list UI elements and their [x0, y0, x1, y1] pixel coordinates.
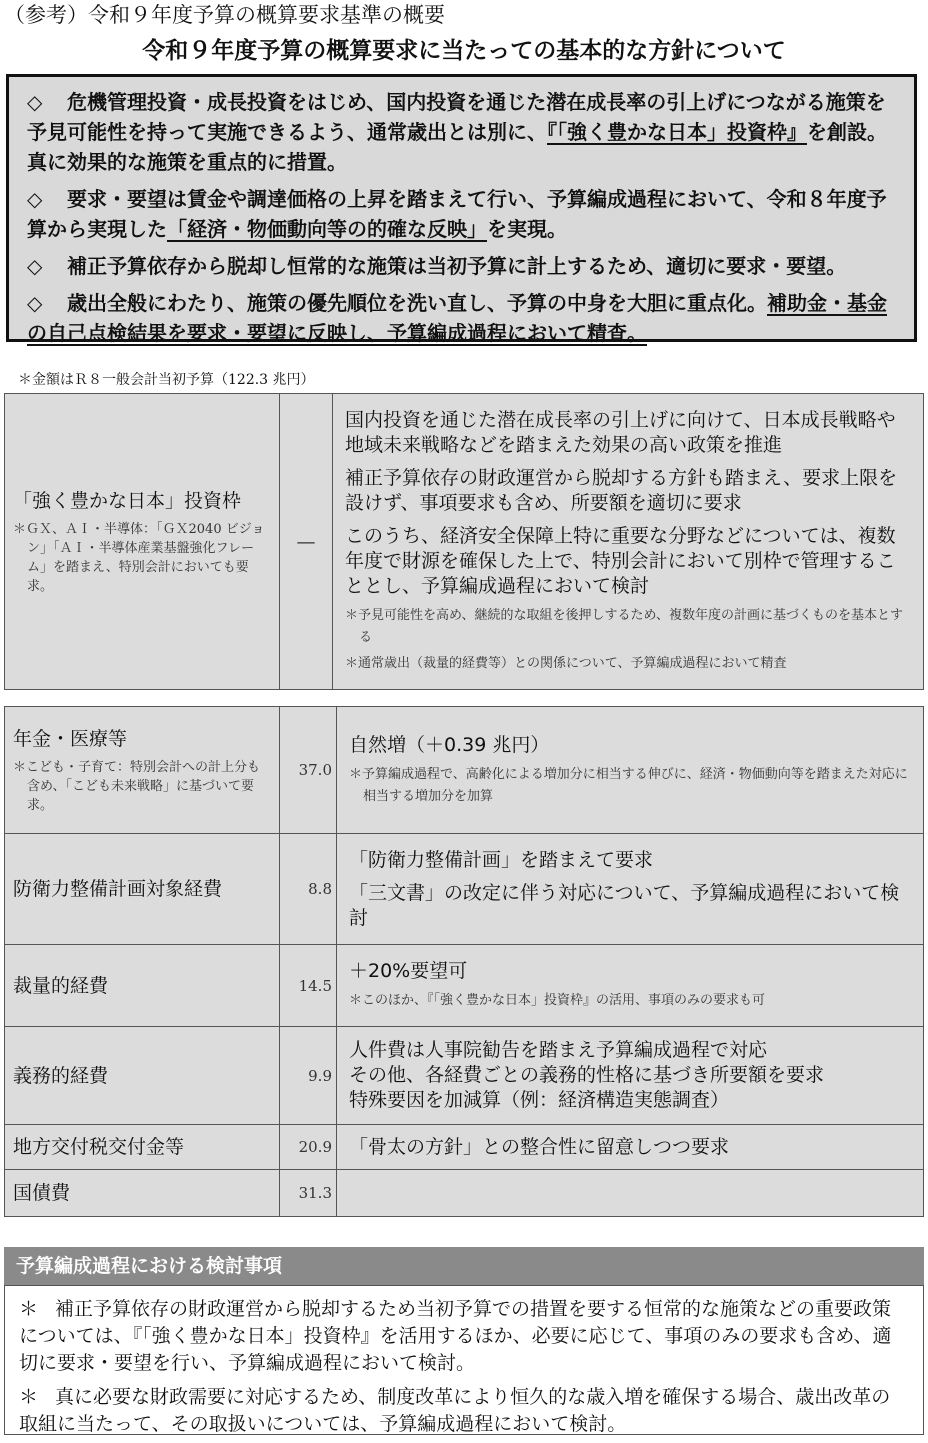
detail-paragraph: 補正予算依存の財政運営から脱却する方針も踏まえ、要求上限を設けず、事項要求も含め、所要額を適切に要求	[345, 467, 898, 514]
row-detail-cell	[337, 1170, 924, 1217]
diamond-bullet-icon: ◇	[27, 187, 43, 211]
row-name: 防衛力整備計画対象経費	[13, 878, 223, 900]
row-note: ＊ＧＸ、ＡＩ・半導体：「ＧＸ2040 ビジョン」「ＡＩ・半導体産業基盤強化フレーム」を踏まえ、特別会計においても要求。	[13, 521, 265, 594]
row-detail-cell	[337, 1027, 924, 1125]
table-row	[5, 394, 924, 690]
row-amount: 8.8	[280, 834, 337, 945]
principle-item: ◇ 要求・要望は賃金や調達価格の上昇を踏まえて行い、予算編成過程において、令和８年度予算から実現した「経済・物価動向等の的確な反映」を実現。	[27, 184, 896, 244]
detail-paragraph: このうち、経済安全保障上特に重要な分野などについては、複数年度で財源を確保した上で、特別会計において別枠で管理することとし、予算編成過程において検討	[345, 525, 896, 597]
detail-line: 特殊要因を加減算（例：経済構造実態調査）	[349, 1089, 730, 1111]
detail-line: 自然増（＋0.39 兆円）	[349, 733, 550, 756]
review-section-title: 予算編成過程における検討事項	[4, 1247, 924, 1285]
row-detail-cell	[337, 1125, 924, 1170]
basic-principles-box	[6, 74, 917, 345]
review-item: ＊ 補正予算依存の財政運営から脱却するため当初予算での措置を要する恒常的な施策などの重要政策については、『「強く豊かな日本」投資枠』を活用するほか、必要に応じて、事項のみの要求も含め、適切に要求・要望を行い、予算編成過程において検討。	[19, 1298, 892, 1374]
row-label-cell	[5, 394, 280, 690]
row-label-cell	[5, 1027, 280, 1125]
row-detail-cell	[337, 834, 924, 945]
row-amount: 37.0	[280, 707, 337, 834]
detail-footnote: ＊予算編成過程で、高齢化による増加分に相当する伸びに、経済・物価動向等を踏まえた対応に相当する増加分を加算	[349, 766, 908, 804]
detail-footnote: ＊予見可能性を高め、継続的な取組を後押しするため、複数年度の計画に基づくものを基本とする	[345, 608, 903, 645]
row-label-cell	[5, 834, 280, 945]
asterisk-bullet-icon: ＊	[19, 1298, 39, 1320]
detail-line: 「防衛力整備計画」を踏まえて要求	[349, 848, 654, 871]
row-name: 義務的経費	[13, 1064, 109, 1087]
diamond-bullet-icon: ◇	[27, 90, 43, 114]
principle-item: ◇ 危機管理投資・成長投資をはじめ、国内投資を通じた潜在成長率の引上げにつながる施策を予見可能性を持って実施できるよう、通常歳出とは別に、『「強く豊かな日本」投資枠』を創設。真に効果的な施策を重点的に措置。	[27, 87, 896, 177]
row-label-cell	[5, 1125, 280, 1170]
row-detail-cell	[337, 707, 924, 834]
asterisk-bullet-icon: ＊	[19, 1386, 39, 1408]
diamond-bullet-icon: ◇	[27, 254, 43, 278]
row-label-cell	[5, 707, 280, 834]
detail-footnote: ＊このほか、『「強く豊かな日本」投資枠』の活用、事項のみの要求も可	[349, 993, 766, 1008]
row-name: 「強く豊かな日本」投資枠	[13, 489, 242, 512]
table-row	[5, 1125, 924, 1170]
diamond-bullet-icon: ◇	[27, 291, 43, 315]
row-amount: 9.9	[280, 1027, 337, 1125]
document-caption: （参考）令和９年度予算の概算要求基準の概要	[4, 3, 445, 27]
table-row	[5, 1170, 924, 1217]
review-item: ＊ 真に必要な財政需要に対応するため、制度改革により恒久的な歳入増を確保する場合、歳出改革の取組に当たって、その取扱いについては、予算編成過程において検討。	[19, 1386, 891, 1435]
table-row	[5, 1027, 924, 1125]
row-note: ＊こども・子育て：特別会計への計上分も含め、「こども未来戦略」に基づいて要求。	[13, 759, 261, 813]
amount-basis-note: ＊金額はＲ８一般会計当初予算（122.3 兆円）	[18, 372, 315, 388]
review-items-box	[4, 1285, 924, 1435]
row-detail-cell	[337, 945, 924, 1027]
row-amount: —	[280, 394, 333, 690]
row-name: 地方交付税交付金等	[13, 1136, 185, 1158]
detail-line: その他、各経費ごとの義務的性格に基づき所要額を要求	[349, 1064, 825, 1086]
row-amount: 14.5	[280, 945, 337, 1027]
detail-line: 人件費は人事院勧告を踏まえ予算編成過程で対応	[349, 1039, 768, 1061]
row-amount: 20.9	[280, 1125, 337, 1170]
row-detail-cell	[333, 394, 924, 690]
table-row	[5, 834, 924, 945]
section-heading: 令和９年度予算の概算要求に当たっての基本的な方針について	[142, 38, 786, 64]
row-name: 国債費	[13, 1182, 71, 1204]
detail-footnote: ＊通常歳出（裁量的経費等）との関係について、予算編成過程において精査	[345, 656, 787, 671]
detail-line: 「三文書」の改定に伴う対応について、予算編成過程において検討	[349, 881, 900, 929]
row-label-cell	[5, 1170, 280, 1217]
table-row	[5, 707, 924, 834]
row-label-cell	[5, 945, 280, 1027]
table-row	[5, 945, 924, 1027]
principle-item: ◇ 補正予算依存から脱却し恒常的な施策は当初予算に計上するため、適切に要求・要望。	[27, 251, 896, 281]
row-name: 年金・医療等	[13, 727, 128, 750]
detail-line: ＋20%要望可	[349, 960, 468, 982]
detail-line: 「骨太の方針」との整合性に留意しつつ要求	[349, 1135, 730, 1158]
principle-item: ◇ 歳出全般にわたり、施策の優先順位を洗い直し、予算の中身を大胆に重点化。補助金・基金の自己点検結果を要求・要望に反映し、予算編成過程において精査。	[27, 288, 896, 348]
detail-paragraph: 国内投資を通じた潜在成長率の引上げに向けて、日本成長戦略や地域未来戦略などを踏まえた効果の高い政策を推進	[345, 409, 896, 456]
investment-frame-table	[4, 393, 924, 690]
expenditure-category-table	[4, 706, 924, 1217]
row-amount: 31.3	[280, 1170, 337, 1217]
row-name: 裁量的経費	[13, 974, 109, 997]
